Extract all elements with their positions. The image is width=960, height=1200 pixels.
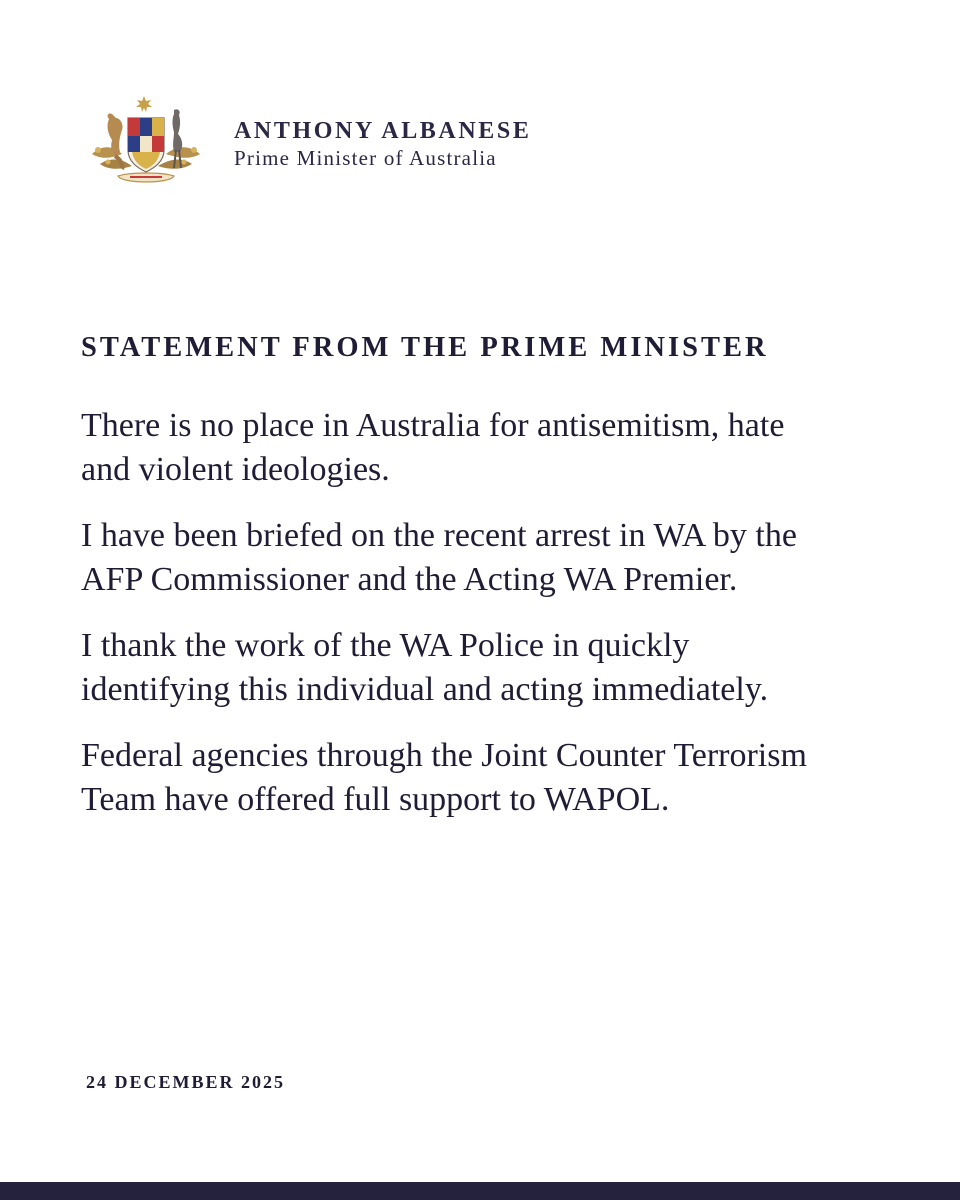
statement-date: 24 DECEMBER 2025 (86, 1072, 286, 1092)
paragraph-line: Federal agencies through the Joint Counter Terrorism (81, 737, 807, 774)
paragraph-line: identifying this individual and acting immediately. (81, 671, 769, 708)
paragraph-line: Team have offered full support to WAPOL. (81, 781, 670, 818)
paragraph-line: and violent ideologies. (81, 451, 390, 488)
statement-body (81, 404, 941, 844)
footer-bar (0, 1182, 960, 1200)
paragraph-line: AFP Commissioner and the Acting WA Premier. (81, 561, 738, 598)
statement-paragraph (81, 514, 941, 602)
name-block (234, 117, 531, 171)
letterhead (82, 92, 531, 192)
prime-minister-title: Prime Minister of Australia (234, 146, 497, 170)
statement-paragraph (81, 734, 941, 822)
paragraph-line: I have been briefed on the recent arrest in WA by the (81, 517, 797, 554)
statement-paragraph (81, 404, 941, 492)
prime-minister-name: ANTHONY ALBANESE (234, 118, 532, 144)
paragraph-line: I thank the work of the WA Police in quickly (81, 627, 690, 664)
statement-paragraph (81, 624, 941, 712)
statement-heading: STATEMENT FROM THE PRIME MINISTER (81, 332, 769, 363)
australian-coat-of-arms-icon (82, 92, 212, 192)
paragraph-line: There is no place in Australia for antisemitism, hate (81, 407, 785, 444)
